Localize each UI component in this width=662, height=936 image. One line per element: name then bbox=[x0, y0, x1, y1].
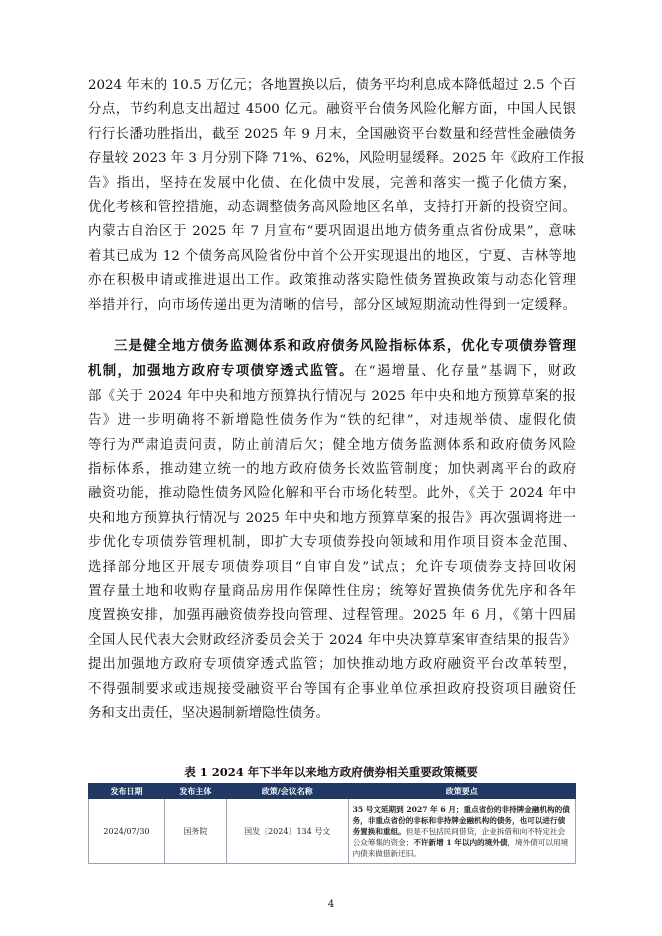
column-header-date: 发布日期 bbox=[89, 784, 165, 799]
text-line: 步优化专项债券管理机制，即扩大专项债券投向领域和用作项目资本金范围、 bbox=[88, 535, 576, 551]
text-line: 等行为严肃追责问责，防止前清后欠；健全地方债务监测体系和政府债务风险 bbox=[88, 437, 576, 453]
text-line: 度置换安排，加强再融资债券投向管理、过程管理。2025 年 6 月，《第十四届 bbox=[88, 608, 576, 624]
cell-policy-name: 国发〔2024〕134 号文 bbox=[226, 799, 348, 864]
cell-issuer: 国务院 bbox=[164, 799, 226, 864]
text-run: 在“遏增量、化存量”基调下，财政 bbox=[354, 364, 576, 380]
section-heading: 三是健全地方债务监测体系和政府债务风险指标体系，优化专项债券管理 bbox=[114, 338, 576, 354]
text-line: 全国人民代表大会财政经济委员会关于 2024 年中央决算草案审查结果的报告》 bbox=[88, 632, 576, 648]
text-line: 不得强制要求或违规接受融资平台等国有企事业单位承担政府投资项目融资任 bbox=[88, 681, 576, 697]
points-text-2: ，境外债可以用境内债来做借新还旧。 bbox=[352, 837, 569, 858]
text-line: 部《关于 2024 年中央和地方预算执行情况与 2025 年中央和地方预算草案的报 bbox=[88, 388, 576, 404]
text-line: 融资功能，推动隐性债务风险化解和平台市场化转型。此外，《关于 2024 年中 bbox=[88, 486, 576, 502]
text-line: 选择部分地区开展专项债券项目“自审自发”试点；允许专项债券支持回收闲 bbox=[88, 559, 576, 575]
column-header-name: 政策/会议名称 bbox=[226, 784, 348, 799]
table-header-row bbox=[89, 784, 576, 799]
points-bold-2: 不许新增 1 年以内的境外债 bbox=[413, 837, 508, 847]
text-line: 告》进一步明确将不新增隐性债务作为“铁的纪律”，对违规举债、虚假化债 bbox=[88, 413, 576, 429]
policy-table bbox=[88, 783, 576, 864]
text-line: 央和地方预算执行情况与 2025 年中央和地方预算草案的报告》再次强调将进一 bbox=[88, 510, 576, 526]
cell-policy-points bbox=[348, 799, 575, 864]
points-text-1: 但是不包括民间借贷，企业拆借和向不特定社会公众筹集的资金； bbox=[352, 826, 566, 847]
text-line: 举措并行，向市场传递出更为清晰的信号，部分区域短期流动性得到一定缓释。 bbox=[88, 297, 576, 313]
text-line: 分点，节约利息支出超过 4500 亿元。融资平台债务风险化解方面，中国人民银 bbox=[88, 102, 576, 118]
text-line: 着其已成为 12 个债务高风险省份中首个公开实现退出的地区，宁夏、吉林等地 bbox=[88, 248, 576, 264]
text-line: 亦在积极申请或推进退出工作。政策推动落实隐性债务置换政策与动态化管理 bbox=[88, 273, 576, 289]
text-line: 2024 年末的 10.5 万亿元；各地置换以后，债务平均利息成本降低超过 2.5 个百 bbox=[88, 78, 576, 93]
text-line: 存量较 2023 年 3 月分别下降 71%、62%，风险明显缓释。2025 年《政府工作报 bbox=[88, 151, 585, 167]
text-line: 务和支出责任，坚决遏制新增隐性债务。 bbox=[88, 706, 330, 722]
section-heading-cont: 机制，加强地方政府专项债穿透式监管。 bbox=[88, 363, 355, 380]
column-header-points: 政策要点 bbox=[348, 784, 575, 799]
text-line: 指标体系，推动建立统一的地方政府债务长效监管制度；加快剥离平台的政府 bbox=[88, 462, 576, 478]
column-header-issuer: 发布主体 bbox=[164, 784, 226, 799]
page-number: 4 bbox=[327, 899, 335, 910]
text-line bbox=[88, 359, 576, 384]
paragraph-1 bbox=[88, 74, 585, 318]
text-line: 提出加强地方政府专项债穿透式监管；加快推动地方政府融资平台改革转型， bbox=[88, 657, 576, 673]
table-row bbox=[89, 799, 576, 864]
paragraph-2 bbox=[88, 334, 576, 727]
cell-date: 2024/07/30 bbox=[89, 799, 165, 864]
text-line: 置存量土地和收购存量商品房用作保障性住房；统筹好置换债务优先序和各年 bbox=[88, 584, 576, 600]
text-line: 告》指出，坚持在发展中化债、在化债中发展，完善和落实一揽子化债方案， bbox=[88, 175, 576, 191]
table-caption: 表 1 2024 年下半年以来地方政府债券相关重要政策概要 bbox=[184, 765, 478, 779]
points-bold-1: 35 号文延期到 2027 年 6 月；重点省份的非持牌金融机构的债务，非重点省份的非标和非持牌金融机构的债务，也可以进行债务置换和重组。 bbox=[352, 804, 570, 836]
text-line bbox=[88, 334, 576, 359]
text-line: 行行长潘功胜指出，截至 2025 年 9 月末，全国融资平台数量和经营性金融债务 bbox=[88, 126, 576, 142]
text-line: 优化考核和管控措施，动态调整债务高风险地区名单，支持打开新的投资空间。 bbox=[88, 200, 576, 216]
text-line: 内蒙古自治区于 2025 年 7 月宣布“要巩固退出地方债务重点省份成果”，意味 bbox=[88, 224, 576, 240]
